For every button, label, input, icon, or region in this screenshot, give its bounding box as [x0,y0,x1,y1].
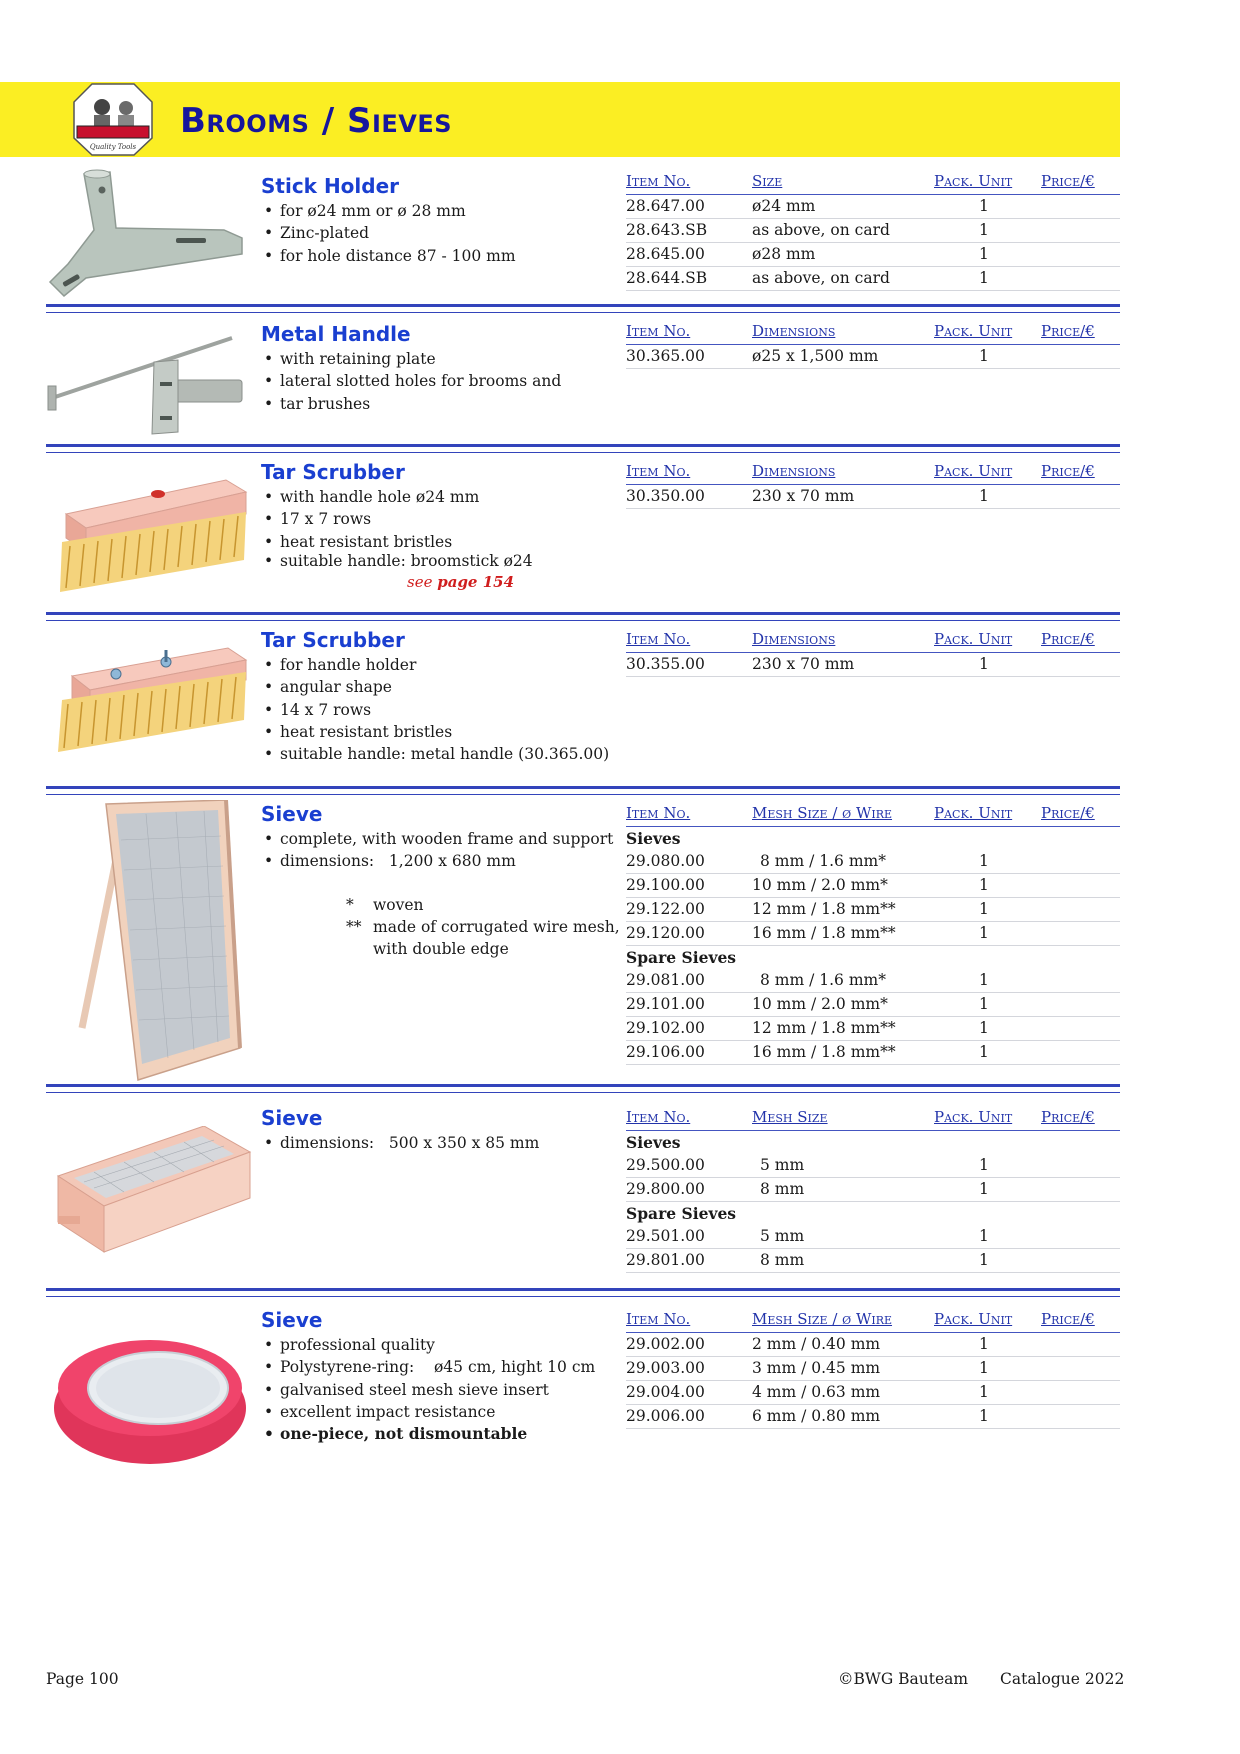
table-row: 29.501.00 5 mm 1 [626,1225,1120,1249]
product-title: Sieve [261,802,323,826]
table-row: 29.120.00 16 mm / 1.8 mm** 1 [626,922,1120,946]
header-item-no: Item No. [626,630,691,648]
header-dimensions: Dimensions [752,630,836,648]
header-pack-unit: Pack. Unit [934,804,1013,822]
table-row: 28.643.SB as above, on card 1 [626,219,1120,243]
feature-item: • with handle hole ø24 mm [262,486,533,508]
table-group-label: Sieves [626,829,681,848]
section-divider [46,444,1120,453]
product-features [262,200,516,267]
product-title: Sieve [261,1106,323,1130]
table-row: 29.800.00 8 mm 1 [626,1178,1120,1202]
table-row: 29.081.00 8 mm / 1.6 mm* 1 [626,969,1120,993]
metal-handle-image [46,320,246,444]
feature-item: • Polystyrene-ring: ø45 cm, hight 10 cm [262,1356,595,1378]
header-item-no: Item No. [626,172,691,190]
table-row: 29.002.00 2 mm / 0.40 mm 1 [626,1333,1120,1357]
header-pack-unit: Pack. Unit [934,1108,1013,1126]
header-item-no: Item No. [626,1108,691,1126]
feature-item: • heat resistant bristles [262,533,533,551]
feature-item: • 17 x 7 rows [262,508,533,530]
product-features [262,486,533,571]
header-item-no: Item No. [626,462,691,480]
product-table [626,630,1120,677]
header-pack-unit: Pack. Unit [934,1310,1013,1328]
product-features [262,1334,595,1445]
feature-item: • 14 x 7 rows [262,699,609,721]
feature-item: • for handle holder [262,654,609,676]
table-row: 29.004.00 4 mm / 0.63 mm 1 [626,1381,1120,1405]
header-price: Price/€ [1041,1310,1095,1328]
feature-item: • suitable handle: broomstick ø24 [262,551,533,571]
table-row: 28.644.SB as above, on card 1 [626,267,1120,291]
feature-item: • complete, with wooden frame and support [262,828,613,850]
table-header [626,462,1120,485]
product-table [626,322,1120,369]
feature-item: • suitable handle: metal handle (30.365.00) [262,743,609,765]
product-features [262,1132,539,1154]
table-header [626,1310,1120,1333]
bauteam-logo [72,82,154,157]
product-title: Sieve [261,1308,323,1332]
product-title: Tar Scrubber [261,460,405,484]
header-price: Price/€ [1041,172,1095,190]
feature-item: • lateral slotted holes for brooms and [262,370,561,392]
feature-item: • Zinc-plated [262,222,516,244]
feature-item: • dimensions: 500 x 350 x 85 mm [262,1132,539,1154]
feature-item: • galvanised steel mesh sieve insert [262,1379,595,1401]
product-features [262,828,613,873]
product-title: Metal Handle [261,322,411,346]
page-number: Page 100 [46,1670,119,1688]
product-features [262,348,561,415]
product-table [626,1310,1120,1429]
header-banner [0,82,1120,157]
footnotes [346,894,620,960]
header-mesh-size-wire: Mesh Size / ø Wire [752,1310,893,1328]
header-price: Price/€ [1041,322,1095,340]
tar-scrubber-handle-holder-image [50,634,250,768]
table-row: 29.122.00 12 mm / 1.8 mm** 1 [626,898,1120,922]
header-item-no: Item No. [626,1310,691,1328]
product-title: Stick Holder [261,174,400,198]
catalogue-year: Catalogue 2022 [1000,1670,1125,1688]
table-row: 29.100.00 10 mm / 2.0 mm* 1 [626,874,1120,898]
section-divider [46,612,1120,621]
section-divider [46,1084,1120,1093]
table-group-label: Spare Sieves [626,1204,737,1223]
header-pack-unit: Pack. Unit [934,172,1013,190]
header-pack-unit: Pack. Unit [934,462,1013,480]
header-size: Size [752,172,783,190]
header-dimensions: Dimensions [752,322,836,340]
table-row: 30.365.00 ø25 x 1,500 mm 1 [626,345,1120,369]
footnote: * woven [346,896,424,914]
tar-scrubber-image [50,464,250,608]
feature-item: • tar brushes [262,393,561,415]
header-pack-unit: Pack. Unit [934,322,1013,340]
header-price: Price/€ [1041,630,1095,648]
table-row: 29.801.00 8 mm 1 [626,1249,1120,1273]
footnote: ** made of corrugated wire mesh, [346,918,620,936]
product-table [626,804,1120,1065]
table-row: 29.003.00 3 mm / 0.45 mm 1 [626,1357,1120,1381]
header-price: Price/€ [1041,804,1095,822]
table-row: 30.350.00 230 x 70 mm 1 [626,485,1120,509]
product-table [626,172,1120,291]
section-divider [46,304,1120,313]
table-header [626,322,1120,345]
feature-item: • for ø24 mm or ø 28 mm [262,200,516,222]
product-features [262,654,609,765]
framed-sieve-image [76,800,256,1089]
table-header [626,630,1120,653]
product-table [626,462,1120,509]
see-page-link[interactable]: see page 154 [407,573,515,591]
table-group-label: Sieves [626,1133,681,1152]
table-row: 30.355.00 230 x 70 mm 1 [626,653,1120,677]
header-mesh-size-wire: Mesh Size / ø Wire [752,804,893,822]
feature-item: • heat resistant bristles [262,721,609,743]
header-price: Price/€ [1041,1108,1095,1126]
section-divider [46,1288,1120,1297]
table-row: 28.647.00 ø24 mm 1 [626,195,1120,219]
feature-item: • dimensions: 1,200 x 680 mm [262,850,613,872]
feature-item: • for hole distance 87 - 100 mm [262,245,516,267]
table-row: 28.645.00 ø28 mm 1 [626,243,1120,267]
round-sieve-image [50,1336,250,1470]
logo-caption: Quality Tools [89,143,137,151]
table-row: 29.102.00 12 mm / 1.8 mm** 1 [626,1017,1120,1041]
header-item-no: Item No. [626,322,691,340]
box-sieve-image [54,1126,254,1280]
table-group-label: Spare Sieves [626,948,737,967]
feature-item: • one-piece, not dismountable [262,1423,595,1445]
header-dimensions: Dimensions [752,462,836,480]
stick-holder-image [46,168,246,307]
product-table [626,1108,1120,1273]
table-row: 29.106.00 16 mm / 1.8 mm** 1 [626,1041,1120,1065]
feature-item: • angular shape [262,676,609,698]
header-price: Price/€ [1041,462,1095,480]
header-mesh-size: Mesh Size [752,1108,828,1126]
feature-item: • excellent impact resistance [262,1401,595,1423]
feature-item: • professional quality [262,1334,595,1356]
header-item-no: Item No. [626,804,691,822]
page-title: Brooms / Sieves [180,101,453,141]
product-title: Tar Scrubber [261,628,405,652]
table-header [626,804,1120,827]
table-header [626,1108,1120,1131]
header-pack-unit: Pack. Unit [934,630,1013,648]
copyright: ©BWG Bauteam [838,1670,969,1688]
table-row: 29.006.00 6 mm / 0.80 mm 1 [626,1405,1120,1429]
table-row: 29.500.00 5 mm 1 [626,1154,1120,1178]
feature-item: • with retaining plate [262,348,561,370]
table-row: 29.080.00 8 mm / 1.6 mm* 1 [626,850,1120,874]
footnote: with double edge [373,940,509,958]
table-row: 29.101.00 10 mm / 2.0 mm* 1 [626,993,1120,1017]
table-header [626,172,1120,195]
section-divider [46,786,1120,795]
